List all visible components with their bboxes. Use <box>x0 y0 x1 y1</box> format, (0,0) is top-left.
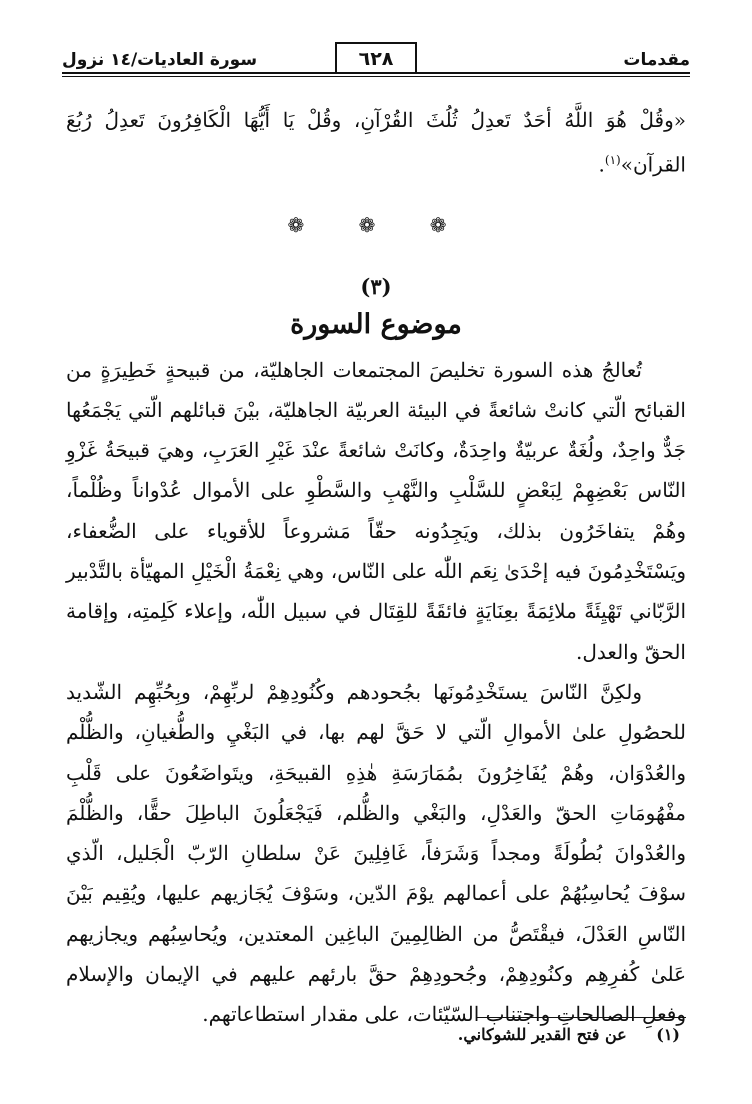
paragraph-2: ولكِنَّ النّاسَ يستَخْدِمُونَها بجُحودهم وكُنُودِهِمْ لربِّهِمْ، وبِحُبِّهِم الشّديد للحصُولِ علىٰ الأموالِ الّتي لا حَقَّ لهم بها، في البَغْيِ والطُّغيانِ، والظُّلْم والعُدْوَان، وهُمْ يُفَاخِرُونَ بمُمَارَسَةِ هٰذِهِ القبيحَةِ، ويتَواضَعُونَ على قَلْبِ مفْهُومَاتِ الحقّ والعَدْلِ، والبَغْي والظُّلم، فَيَجْعَلُونَ الباطِلَ حقًّا، والظُّلْمَ والعُدْوانَ بُطُولَةً ومجداً وَشَرَفاً، غَافِلِينَ عَنْ سلطانِ الرّبّ الْجَليل، الّذي سوْفَ يُحاسِبُهُمْ على أعمالهم يوْمَ الدّين، وسَوْفَ يُجَازيهم عليها، ويُقِيم بَيْنَ النّاسِ العَدْلَ، فيقْتَصُّ من الظالِمِينَ الباغِين المعتدين، ويُحاسِبُهم ويجازيهم عَلىٰ كُفرِهِم وكنُودِهِمْ، وجُحودِهِمْ حقَّ بارئهم عليهم في الإيمان والإسلام وفعلِ الصالحاتِ واجتناب السّيّئات، على مقدار استطاعاتهم. <box>66 679 686 1027</box>
ornament-divider <box>66 205 686 245</box>
header-chapter-title: مقدمات <box>623 50 690 70</box>
footnote <box>458 1025 680 1044</box>
flower-ornament-icon: ❁ <box>429 213 465 238</box>
page-body <box>66 100 686 1035</box>
footnote-number: (١) <box>656 1025 680 1044</box>
footnote-rule <box>476 1017 686 1018</box>
flower-ornament-icon: ❁ <box>287 213 323 238</box>
quote-text: «وقُلْ هُوَ اللَّهُ أحَدٌ تَعدِلُ ثُلُثَ القُرْآنِ، وقُلْ يَا أَيُّهَا الْكَافِرُونَ تَعدِلُ رُبُعَ القرآن» <box>66 108 686 177</box>
quote-end: . <box>598 152 605 177</box>
footnote-text: عن فتح القدير للشوكاني. <box>457 1025 627 1044</box>
header-rule-thin <box>62 76 690 77</box>
page-header <box>62 42 690 80</box>
header-surah-title: سورة العاديات/١٤ نزول <box>62 50 258 70</box>
page-number: ٦٢٨ <box>335 42 417 74</box>
section-number: (٣) <box>360 273 392 299</box>
footnote-ref: (١) <box>604 153 621 168</box>
flower-ornament-icon: ❁ <box>358 213 394 238</box>
section-title: موضوع السورة <box>290 308 462 340</box>
hadith-quote <box>66 100 686 185</box>
header-rule <box>62 72 690 74</box>
paragraph-1: تُعالجُ هذه السورة تخليصَ المجتمعات الجاهليّة، من قبيحةٍ خَطِيرَةٍ من القبائح الّتي كانتْ شائعةً في البيئة العربيّة الجاهليّة، بيْنَ قبائلهم الّتي يَجْمَعُها جَدٌّ واحِدٌ، ولُغَةٌ عربيّةٌ واحِدَةٌ، وكانَتْ شائعةً عنْدَ غَيْرِ العَرَبِ، وهيَ قبيحَةُ غَزْوِ النّاس بَعْضِهِمْ لِبَعْضٍ للسَّلْبِ والنَّهْبِ والسَّطْوِ على الأموال عُدْواناً وظُلْماً، وهُمْ يتفاخَرُون بذلك، ويَجِدُونه حقّاً مَشروعاً للأقوياء على الضُّعفاء، ويَسْتَخْدِمُونَ فيه إحْدَىٰ نِعَم اللّٰه على النّاس، وهي نِعْمَةُ الْخَيْلِ المهيّأة بالتَّدْبير الرَّبّاني تَهْيِئَةً ملائِمَةً بعِنَايَةٍ فائقَةً للقِتَال في سبيل اللّٰه، وإعلاء كَلِمتِه، وإقامة الحقّ والعدل. <box>66 357 686 664</box>
